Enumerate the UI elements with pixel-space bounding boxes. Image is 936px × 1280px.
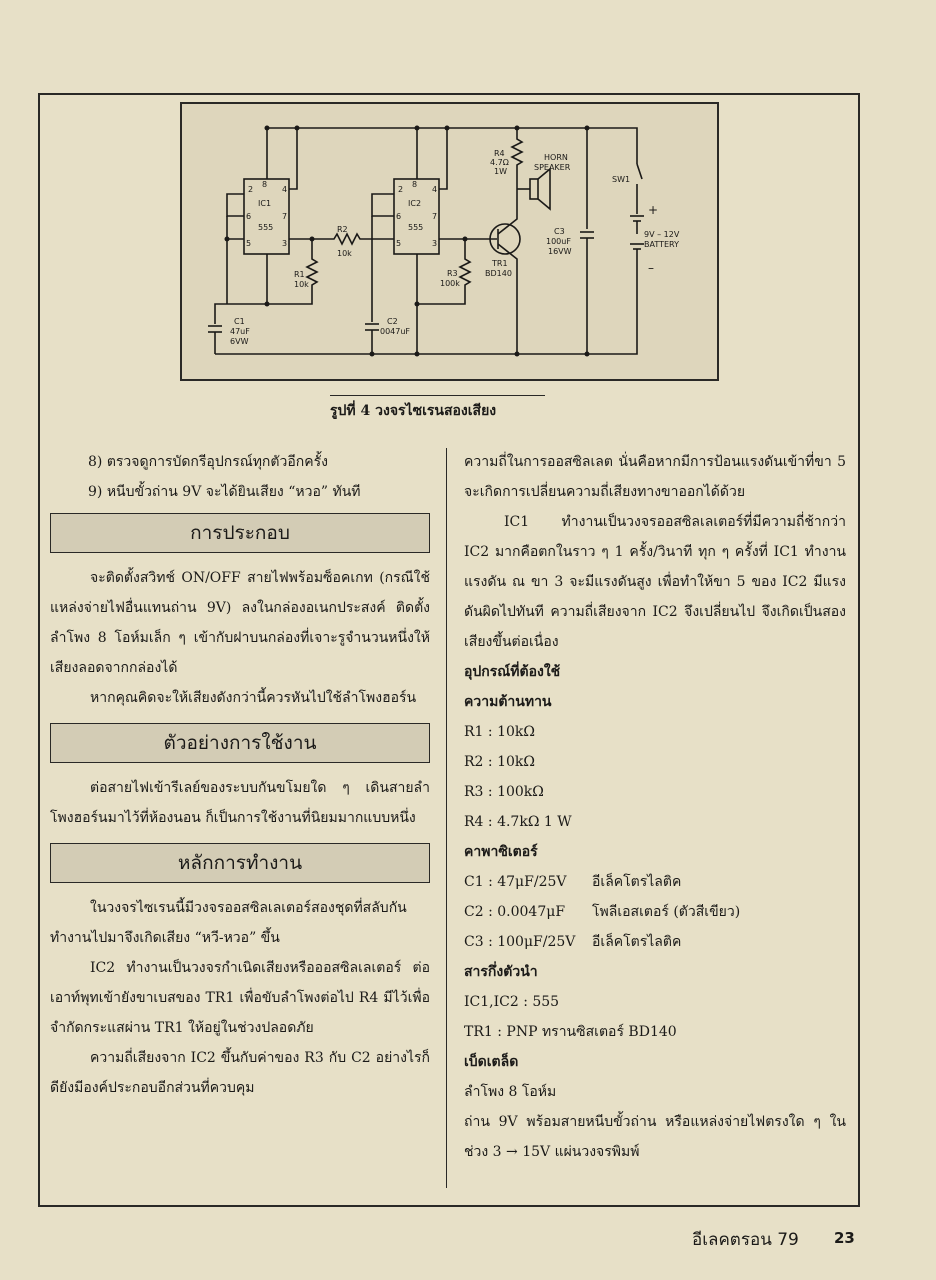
ic1-pin2: 2: [248, 185, 254, 194]
r4-value: 4.7Ω: [490, 158, 509, 167]
c2-value: 0047uF: [380, 327, 411, 336]
capacitor-c2-type: โพลีเอสเตอร์ (ตัวสีเขียว): [592, 904, 741, 920]
r3-label: R3: [447, 269, 458, 278]
capacitor-c2-spec: C2 : 0.0047μF: [464, 904, 566, 920]
c3-voltage: 16VW: [548, 247, 572, 256]
c3-value: 100uF: [546, 237, 571, 246]
ic1-type: 555: [258, 223, 274, 232]
ic1-pin8: 8: [262, 180, 268, 189]
c2-label: C2: [387, 317, 398, 326]
ic2-type: 555: [408, 223, 424, 232]
footer-page-number: 23: [834, 1229, 855, 1247]
ic1-pin6: 6: [246, 212, 252, 221]
capacitors-title: คาพาซิเตอร์: [464, 844, 538, 860]
r1-value: 10k: [294, 280, 309, 289]
semiconductors-title: สารกึ่งตัวนำ: [464, 964, 538, 980]
r2-label: R2: [337, 225, 348, 234]
ic1-pin5: 5: [246, 239, 252, 248]
step-8: 8) ตรวจดูการบัดกรีอุปกรณ์ทุกตัวอีกครั้ง: [88, 454, 328, 470]
c1-voltage: 6VW: [230, 337, 249, 346]
right-column: [464, 447, 846, 1167]
capacitor-c2: [464, 897, 846, 927]
battery-plus: +: [648, 203, 659, 217]
battery-minus: –: [648, 261, 654, 275]
principle-paragraph-2: IC2 ทำงานเป็นวงจรกำเนิดเสียงหรือออสซิลเลเตอร์ ต่อเอาท์พุทเข้ายังขาเบสของ TR1 เพื่อขับลำโพงต่อไป R4 มีไว้เพื่อจำกัดกระแสผ่าน TR1 ให้อยู่ในช่วงปลอดภัย: [50, 960, 430, 1036]
capacitor-c1-type: อีเล็คโตรไลติค: [592, 874, 682, 890]
step-9: 9) หนีบขั้วถ่าน 9V จะได้ยินเสียง “หวอ” ทันที: [88, 484, 361, 500]
resistor-r3: R3 : 100kΩ: [464, 784, 544, 800]
heading-example: ตัวอย่างการใช้งาน: [50, 723, 430, 763]
left-column: [50, 447, 430, 1103]
capacitor-c3-type: อีเล็คโตรไลติค: [592, 934, 682, 950]
capacitor-c1: [464, 867, 846, 897]
battery-voltage: 9V – 12V: [644, 230, 680, 239]
tr1-value: BD140: [485, 269, 512, 278]
capacitor-c1-spec: C1 : 47μF/25V: [464, 874, 567, 890]
c1-value: 47uF: [230, 327, 250, 336]
horn-label: HORN: [544, 153, 568, 162]
column-divider: [446, 448, 447, 1188]
misc-speaker: ลำโพง 8 โอห์ม: [464, 1084, 557, 1100]
principle-paragraph-3: ความถี่เสียงจาก IC2 ขึ้นกับค่าของ R3 กับ C2 อย่างไรก็ดียังมีองค์ประกอบอีกส่วนที่ควบคุม: [50, 1050, 430, 1096]
figure-caption: รูปที่ 4 วงจรไซเรนสองเสียง: [330, 403, 497, 419]
ic2-pin6: 6: [396, 212, 402, 221]
circuit-schematic: [180, 102, 719, 381]
semi-transistor: TR1 : PNP ทรานซิสเตอร์ BD140: [464, 1024, 677, 1040]
right-paragraph-1: ความถี่ในการออสซิลเลต นั่นคือหากมีการป้อนแรงดันเข้าที่ขา 5 จะเกิดการเปลี่ยนความถี่เสียงทางขาออกได้ด้วย: [464, 454, 846, 500]
ic2-pin3: 3: [432, 239, 438, 248]
misc-title: เบ็ดเตล็ด: [464, 1054, 519, 1070]
speaker-label: SPEAKER: [534, 163, 571, 172]
ic2-pin5: 5: [396, 239, 402, 248]
assembly-paragraph-1: จะติดตั้งสวิทช์ ON/OFF สายไฟพร้อมซ็อคเกท (กรณีใช้แหล่งจ่ายไฟอื่นแทนถ่าน 9V) ลงในกล่องอเนกประสงค์ ติดตั้งลำโพง 8 โอห์มเล็ก ๆ เข้ากับฝาบนกล่องที่เจาะรูจำนวนหนึ่งให้เสียงลอดจากกล่องได้: [50, 570, 430, 676]
right-paragraph-2: IC1 ทำงานเป็นวงจรออสซิลเลเตอร์ที่มีความถี่ช้ากว่า IC2 มากคือตกในราว ๆ 1 ครั้ง/วินาที ทุก ๆ ครั้งที่ IC1 ทำงานแรงดัน ณ ขา 3 จะมีแรงดันสูง เพื่อทำให้ขา 5 ของ IC2 มีแรงดันผิดไปทันที ความถี่เสียงจาก IC2 จึงเปลี่ยนไป จึงเกิดเป็นสองเสียงขึ้นต่อเนื่อง: [464, 514, 846, 650]
heading-assembly: การประกอบ: [50, 513, 430, 553]
semi-ic: IC1,IC2 : 555: [464, 994, 560, 1010]
resistor-r2: R2 : 10kΩ: [464, 754, 535, 770]
ic2-pin2: 2: [398, 185, 404, 194]
r3-value: 100k: [440, 279, 460, 288]
principle-paragraph-1: ในวงจรไซเรนนี้มีวงจรออสซิลเลเตอร์สองชุดที่สลับกันทำงานไปมาจึงเกิดเสียง “หวี-หวอ” ขึ้น: [50, 900, 407, 946]
assembly-paragraph-2: หากคุณคิดจะให้เสียงดังกว่านี้ควรหันไปใช้ลำโพงฮอร์น: [90, 690, 417, 706]
resistor-r1: R1 : 10kΩ: [464, 724, 535, 740]
ic1-label: IC1: [258, 199, 272, 208]
r1-label: R1: [294, 270, 305, 279]
r4-watt: 1W: [494, 167, 507, 176]
r4-label: R4: [494, 149, 505, 158]
ic1-pin4: 4: [282, 185, 288, 194]
c3-label: C3: [554, 227, 565, 236]
ic2-label: IC2: [408, 199, 422, 208]
capacitor-c3: [464, 927, 846, 957]
sw1-label: SW1: [612, 175, 631, 184]
footer-magazine: อีเลคตรอน 79: [692, 1230, 799, 1250]
battery-label: BATTERY: [644, 240, 679, 249]
ic1-pin7: 7: [282, 212, 288, 221]
ic1-pin3: 3: [282, 239, 288, 248]
heading-principle: หลักการทำงาน: [50, 843, 430, 883]
resistors-title: ความต้านทาน: [464, 694, 552, 710]
misc-battery: ถ่าน 9V พร้อมสายหนีบขั้วถ่าน หรือแหล่งจ่ายไฟตรงใด ๆ ในช่วง 3 → 15V แผ่นวงจรพิมพ์: [464, 1114, 846, 1160]
resistor-r4: R4 : 4.7kΩ 1 W: [464, 814, 572, 830]
tr1-label: TR1: [492, 259, 508, 268]
capacitor-c3-spec: C3 : 100μF/25V: [464, 934, 576, 950]
ic2-pin4: 4: [432, 185, 438, 194]
ic2-pin7: 7: [432, 212, 438, 221]
r2-value: 10k: [337, 249, 352, 258]
parts-title: อุปกรณ์ที่ต้องใช้: [464, 664, 561, 680]
example-paragraph: ต่อสายไฟเข้ารีเลย์ของระบบกันขโมยใด ๆ เดินสายลำโพงฮอร์นมาไว้ที่ห้องนอน ก็เป็นการใช้งานที่นิยมมากแบบหนึ่ง: [50, 780, 430, 826]
ic2-pin8: 8: [412, 180, 418, 189]
caption-rule: [330, 395, 545, 396]
c1-label: C1: [234, 317, 245, 326]
